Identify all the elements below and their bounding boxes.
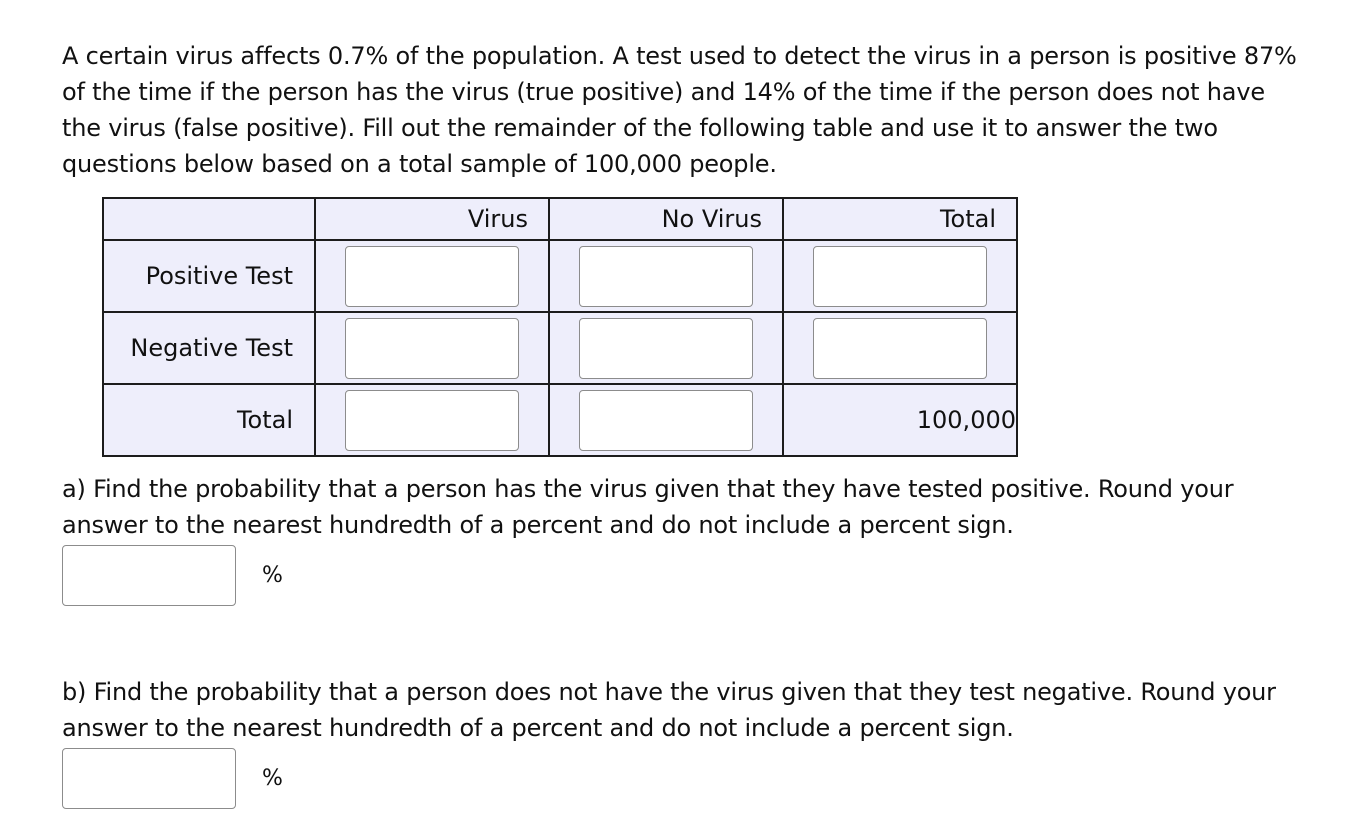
input-positive-virus[interactable]	[345, 246, 519, 307]
cell-negative-virus	[315, 312, 549, 384]
input-total-virus[interactable]	[345, 390, 519, 451]
cell-positive-virus	[315, 240, 549, 312]
table-header-row	[103, 198, 1017, 240]
problem-statement: A certain virus affects 0.7% of the population. A test used to detect the virus in a person is positive 87% of the time if the person has the virus (true positive) and 14% of the time if the person does not have the virus (false positive). Fill out the remainder of the following table and use it to answer the two questions below based on a total sample of 100,000 people.	[62, 42, 1297, 178]
row-label-negative-test: Negative Test	[103, 312, 315, 384]
cell-positive-no-virus	[549, 240, 783, 312]
input-negative-no-virus[interactable]	[579, 318, 753, 379]
header-blank	[103, 198, 315, 240]
input-positive-total[interactable]	[813, 246, 987, 307]
header-virus: Virus	[315, 198, 549, 240]
question-a-answer-row	[62, 545, 283, 606]
question-b-answer-input[interactable]	[62, 748, 236, 809]
question-a-percent-sign: %	[262, 563, 283, 588]
input-positive-no-virus[interactable]	[579, 246, 753, 307]
row-label-positive-test: Positive Test	[103, 240, 315, 312]
header-no-virus: No Virus	[549, 198, 783, 240]
cell-negative-no-virus	[549, 312, 783, 384]
question-b-answer-row	[62, 748, 283, 809]
question-b-text: b) Find the probability that a person does not have the virus given that they test negative. Round your answer to the nearest hundredth of a percent and do not include a percent sign.	[62, 678, 1276, 742]
question-a-answer-input[interactable]	[62, 545, 236, 606]
cell-total-virus	[315, 384, 549, 456]
cell-total-no-virus	[549, 384, 783, 456]
contingency-table	[102, 197, 1018, 457]
row-label-total: Total	[103, 384, 315, 456]
cell-negative-total	[783, 312, 1017, 384]
question-b-percent-sign: %	[262, 766, 283, 791]
header-total: Total	[783, 198, 1017, 240]
table-row-positive	[103, 240, 1017, 312]
table-row-total	[103, 384, 1017, 456]
input-negative-virus[interactable]	[345, 318, 519, 379]
grand-total-value: 100,000	[783, 384, 1017, 456]
table-row-negative	[103, 312, 1017, 384]
question-a-text: a) Find the probability that a person has the virus given that they have tested positive. Round your answer to the nearest hundredth of a percent and do not include a percent sign.	[62, 475, 1234, 539]
input-negative-total[interactable]	[813, 318, 987, 379]
input-total-no-virus[interactable]	[579, 390, 753, 451]
cell-positive-total	[783, 240, 1017, 312]
